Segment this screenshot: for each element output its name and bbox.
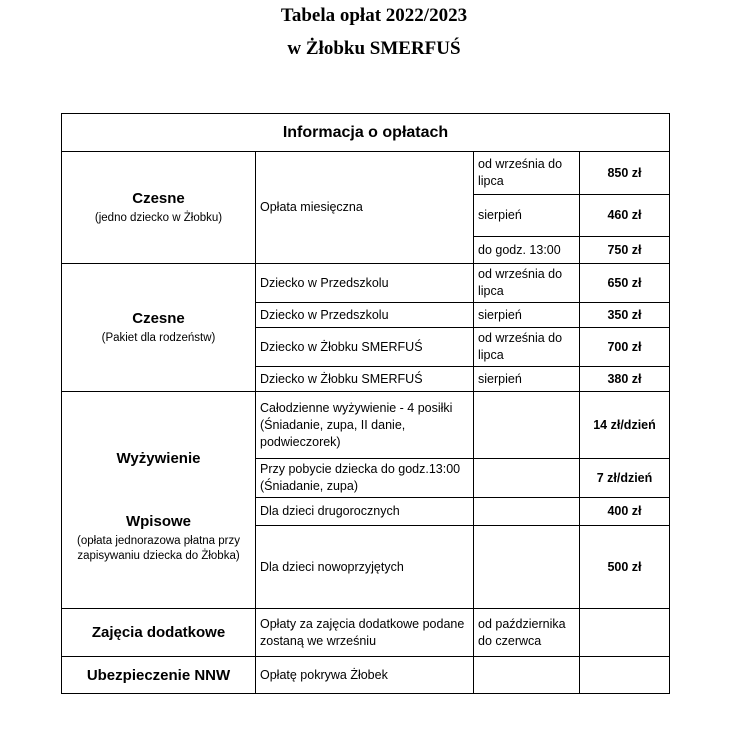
- desc-cell: Dziecko w Żłobku SMERFUŚ: [256, 328, 474, 367]
- wyzywienie-title: Wyżywienie: [116, 449, 201, 467]
- period-cell: [474, 657, 580, 694]
- desc-cell: Dziecko w Żłobku SMERFUŚ: [256, 367, 474, 392]
- nnw-title: Ubezpieczenie NNW: [86, 666, 231, 684]
- price-cell: 14 zł/dzień: [580, 392, 670, 459]
- price-cell: 380 zł: [580, 367, 670, 392]
- document-subtitle: w Żłobku SMERFUŚ: [287, 38, 461, 59]
- wpisowe-title: Wpisowe: [125, 512, 191, 530]
- czesne-siblings-subtitle: (Pakiet dla rodzeństw): [101, 332, 216, 344]
- price-cell: 650 zł: [580, 264, 670, 303]
- price-cell: 7 zł/dzień: [580, 459, 670, 498]
- czesne-single-desc: Opłata miesięczna: [256, 152, 474, 264]
- period-cell: od października do czerwca: [474, 609, 580, 657]
- desc-cell: Dziecko w Przedszkolu: [256, 303, 474, 328]
- period-cell: do godz. 13:00: [474, 237, 580, 264]
- desc-cell: Dziecko w Przedszkolu: [256, 264, 474, 303]
- table-header: Informacja o opłatach: [62, 114, 670, 152]
- document-title: Tabela opłat 2022/2023: [280, 5, 468, 26]
- period-cell: [474, 526, 580, 609]
- desc-cell: Dla dzieci nowoprzyjętych: [256, 526, 474, 609]
- price-cell: 750 zł: [580, 237, 670, 264]
- period-cell: sierpień: [474, 303, 580, 328]
- czesne-siblings-category: [62, 264, 256, 392]
- period-cell: [474, 459, 580, 498]
- price-cell: 350 zł: [580, 303, 670, 328]
- zajecia-title: Zajęcia dodatkowe: [91, 624, 226, 641]
- desc-cell: Dla dzieci drugorocznych: [256, 498, 474, 526]
- period-cell: od września do lipca: [474, 264, 580, 303]
- price-cell: 700 zł: [580, 328, 670, 367]
- price-cell: [580, 657, 670, 694]
- period-cell: [474, 498, 580, 526]
- price-cell: [580, 609, 670, 657]
- czesne-single-title: Czesne: [132, 190, 185, 207]
- fees-table: [61, 113, 670, 694]
- period-cell: sierpień: [474, 367, 580, 392]
- desc-cell: Opłaty za zajęcia dodatkowe podane zostaną we wrześniu: [256, 609, 474, 657]
- desc-cell: Całodzienne wyżywienie - 4 posiłki (Śniadanie, zupa, II danie, podwieczorek): [256, 392, 474, 459]
- period-cell: [474, 392, 580, 459]
- price-cell: 460 zł: [580, 195, 670, 237]
- period-cell: od września do lipca: [474, 152, 580, 195]
- price-cell: 850 zł: [580, 152, 670, 195]
- czesne-single-subtitle: (jedno dziecko w Żłobku): [94, 212, 223, 224]
- wyzywienie-wpisowe-category: [62, 392, 256, 609]
- czesne-single-category: [62, 152, 256, 264]
- period-cell: sierpień: [474, 195, 580, 237]
- desc-cell: Przy pobycie dziecka do godz.13:00 (Śniadanie, zupa): [256, 459, 474, 498]
- nnw-category: [62, 657, 256, 694]
- czesne-siblings-title: Czesne: [132, 310, 185, 327]
- price-cell: 500 zł: [580, 526, 670, 609]
- zajecia-category: [62, 609, 256, 657]
- period-cell: od września do lipca: [474, 328, 580, 367]
- desc-cell: Opłatę pokrywa Żłobek: [256, 657, 474, 694]
- price-cell: 400 zł: [580, 498, 670, 526]
- wpisowe-subtitle: (opłata jednorazowa płatna przy zapisywaniu dziecka do Żłobka): [76, 534, 241, 562]
